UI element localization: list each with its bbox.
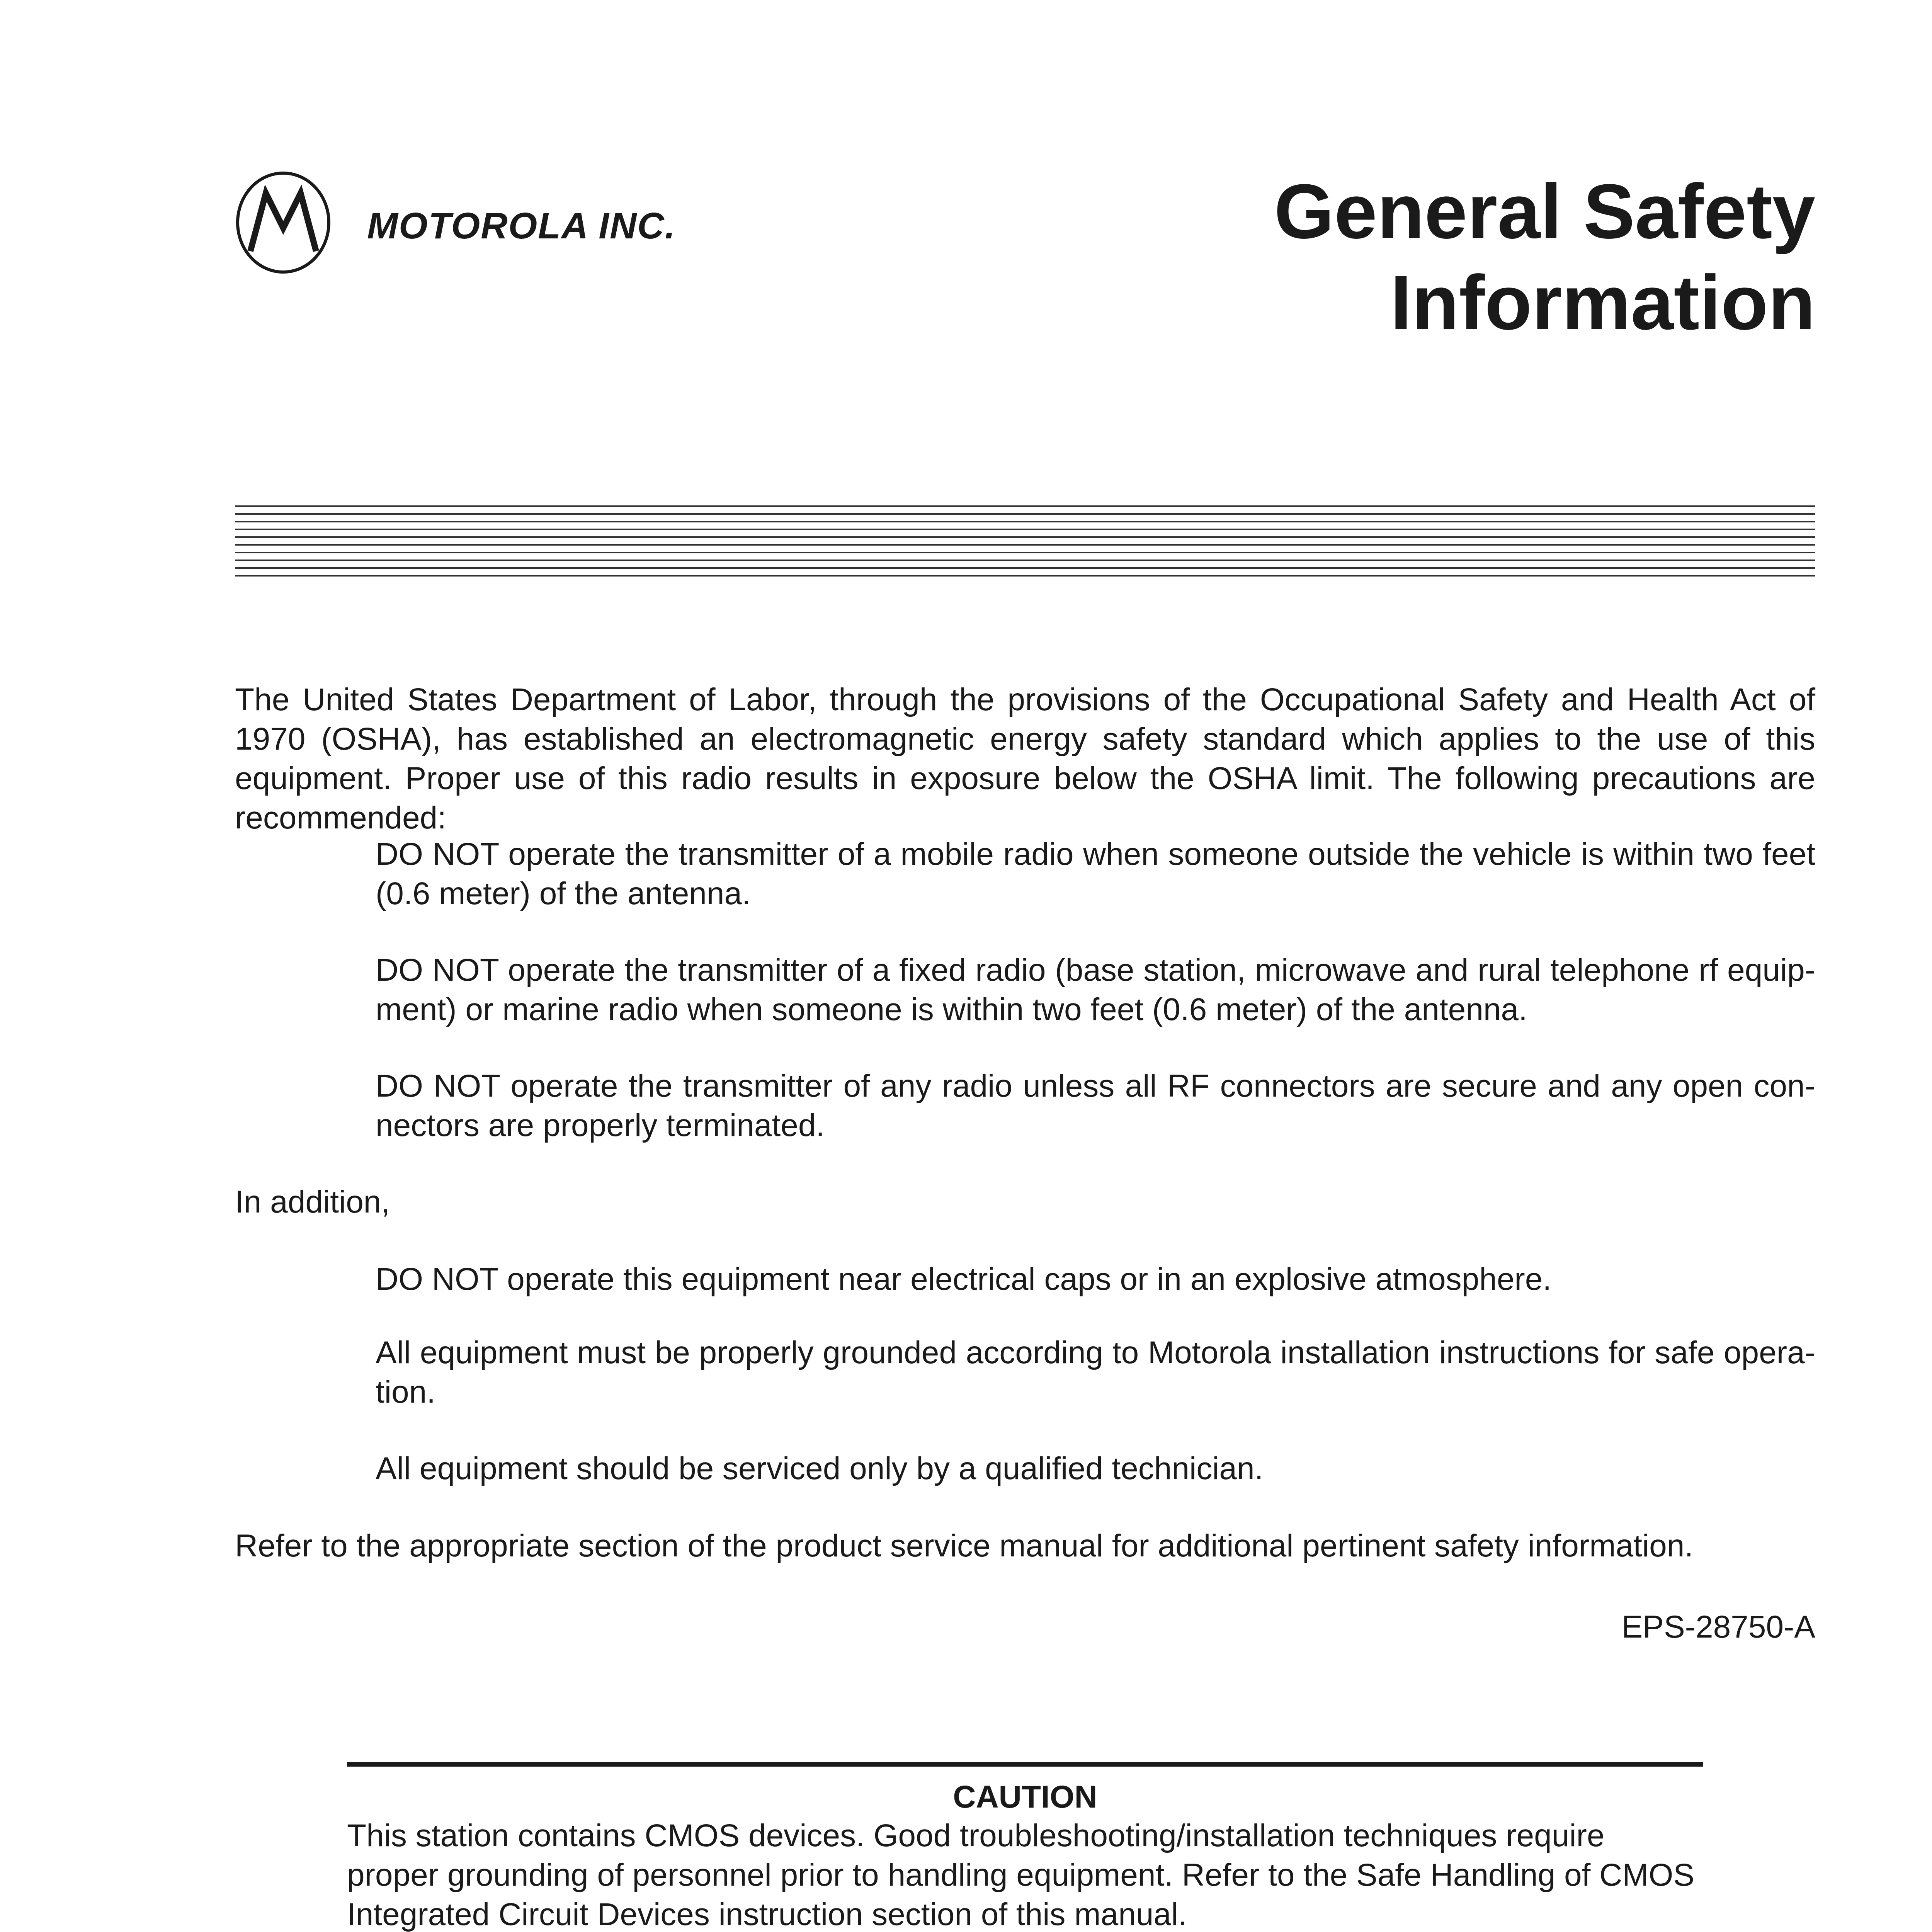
- additional-item: DO NOT operate this equipment near electrical caps or in an explosive atmosphere.: [376, 1262, 1552, 1297]
- caution-title: CAUTION: [953, 1779, 1097, 1815]
- additional-item: All equipment must be properly grounded according to Motorola installation instructions for safe opera-tion.: [376, 1335, 1815, 1410]
- precaution-item: DO NOT operate the transmitter of any radio unless all RF connectors are secure and any open con-nectors are properly terminated.: [376, 1068, 1815, 1143]
- intro-paragraph: The United States Department of Labor, through the provisions of the Occupational Safety and Health Act of 1970 (OSHA), has established an electromagnetic energy safety standard which applies to the use of this equipment. Proper use of this radio results in exposure below the OSHA limit. The following precautions are recommended:: [235, 682, 1815, 835]
- title-line-2: Information: [1390, 260, 1815, 346]
- motorola-logo-icon: [235, 170, 332, 275]
- company-name: MOTOROLA INC.: [367, 205, 676, 247]
- precaution-item: DO NOT operate the transmitter of a fixed radio (base station, microwave and rural telephone rf equip-ment) or marine radio when someone is within two feet (0.6 meter) of the antenna.: [376, 952, 1815, 1027]
- in-addition-label: In addition,: [235, 1184, 390, 1219]
- additional-item: All equipment should be serviced only by a qualified technician.: [376, 1451, 1264, 1486]
- refer-paragraph: Refer to the appropriate section of the product service manual for additional pertinent safety information.: [235, 1528, 1694, 1563]
- precaution-item: DO NOT operate the transmitter of a mobile radio when someone outside the vehicle is within two feet (0.6 meter) of the antenna.: [376, 837, 1815, 911]
- caution-top-rule: [347, 1762, 1703, 1767]
- eps-number: EPS-28750-A: [1621, 1609, 1815, 1645]
- page-title: [1120, 166, 1815, 349]
- title-line-1: General Safety: [1274, 168, 1815, 255]
- caution-text: This station contains CMOS devices. Good troubleshooting/installation techniques require proper grounding of personnel prior to handling equipment. Refer to the Safe Handling of CMOS Integrated Circuit Devices instruction section of this manual.: [347, 1818, 1695, 1932]
- ruled-divider: [235, 502, 1815, 580]
